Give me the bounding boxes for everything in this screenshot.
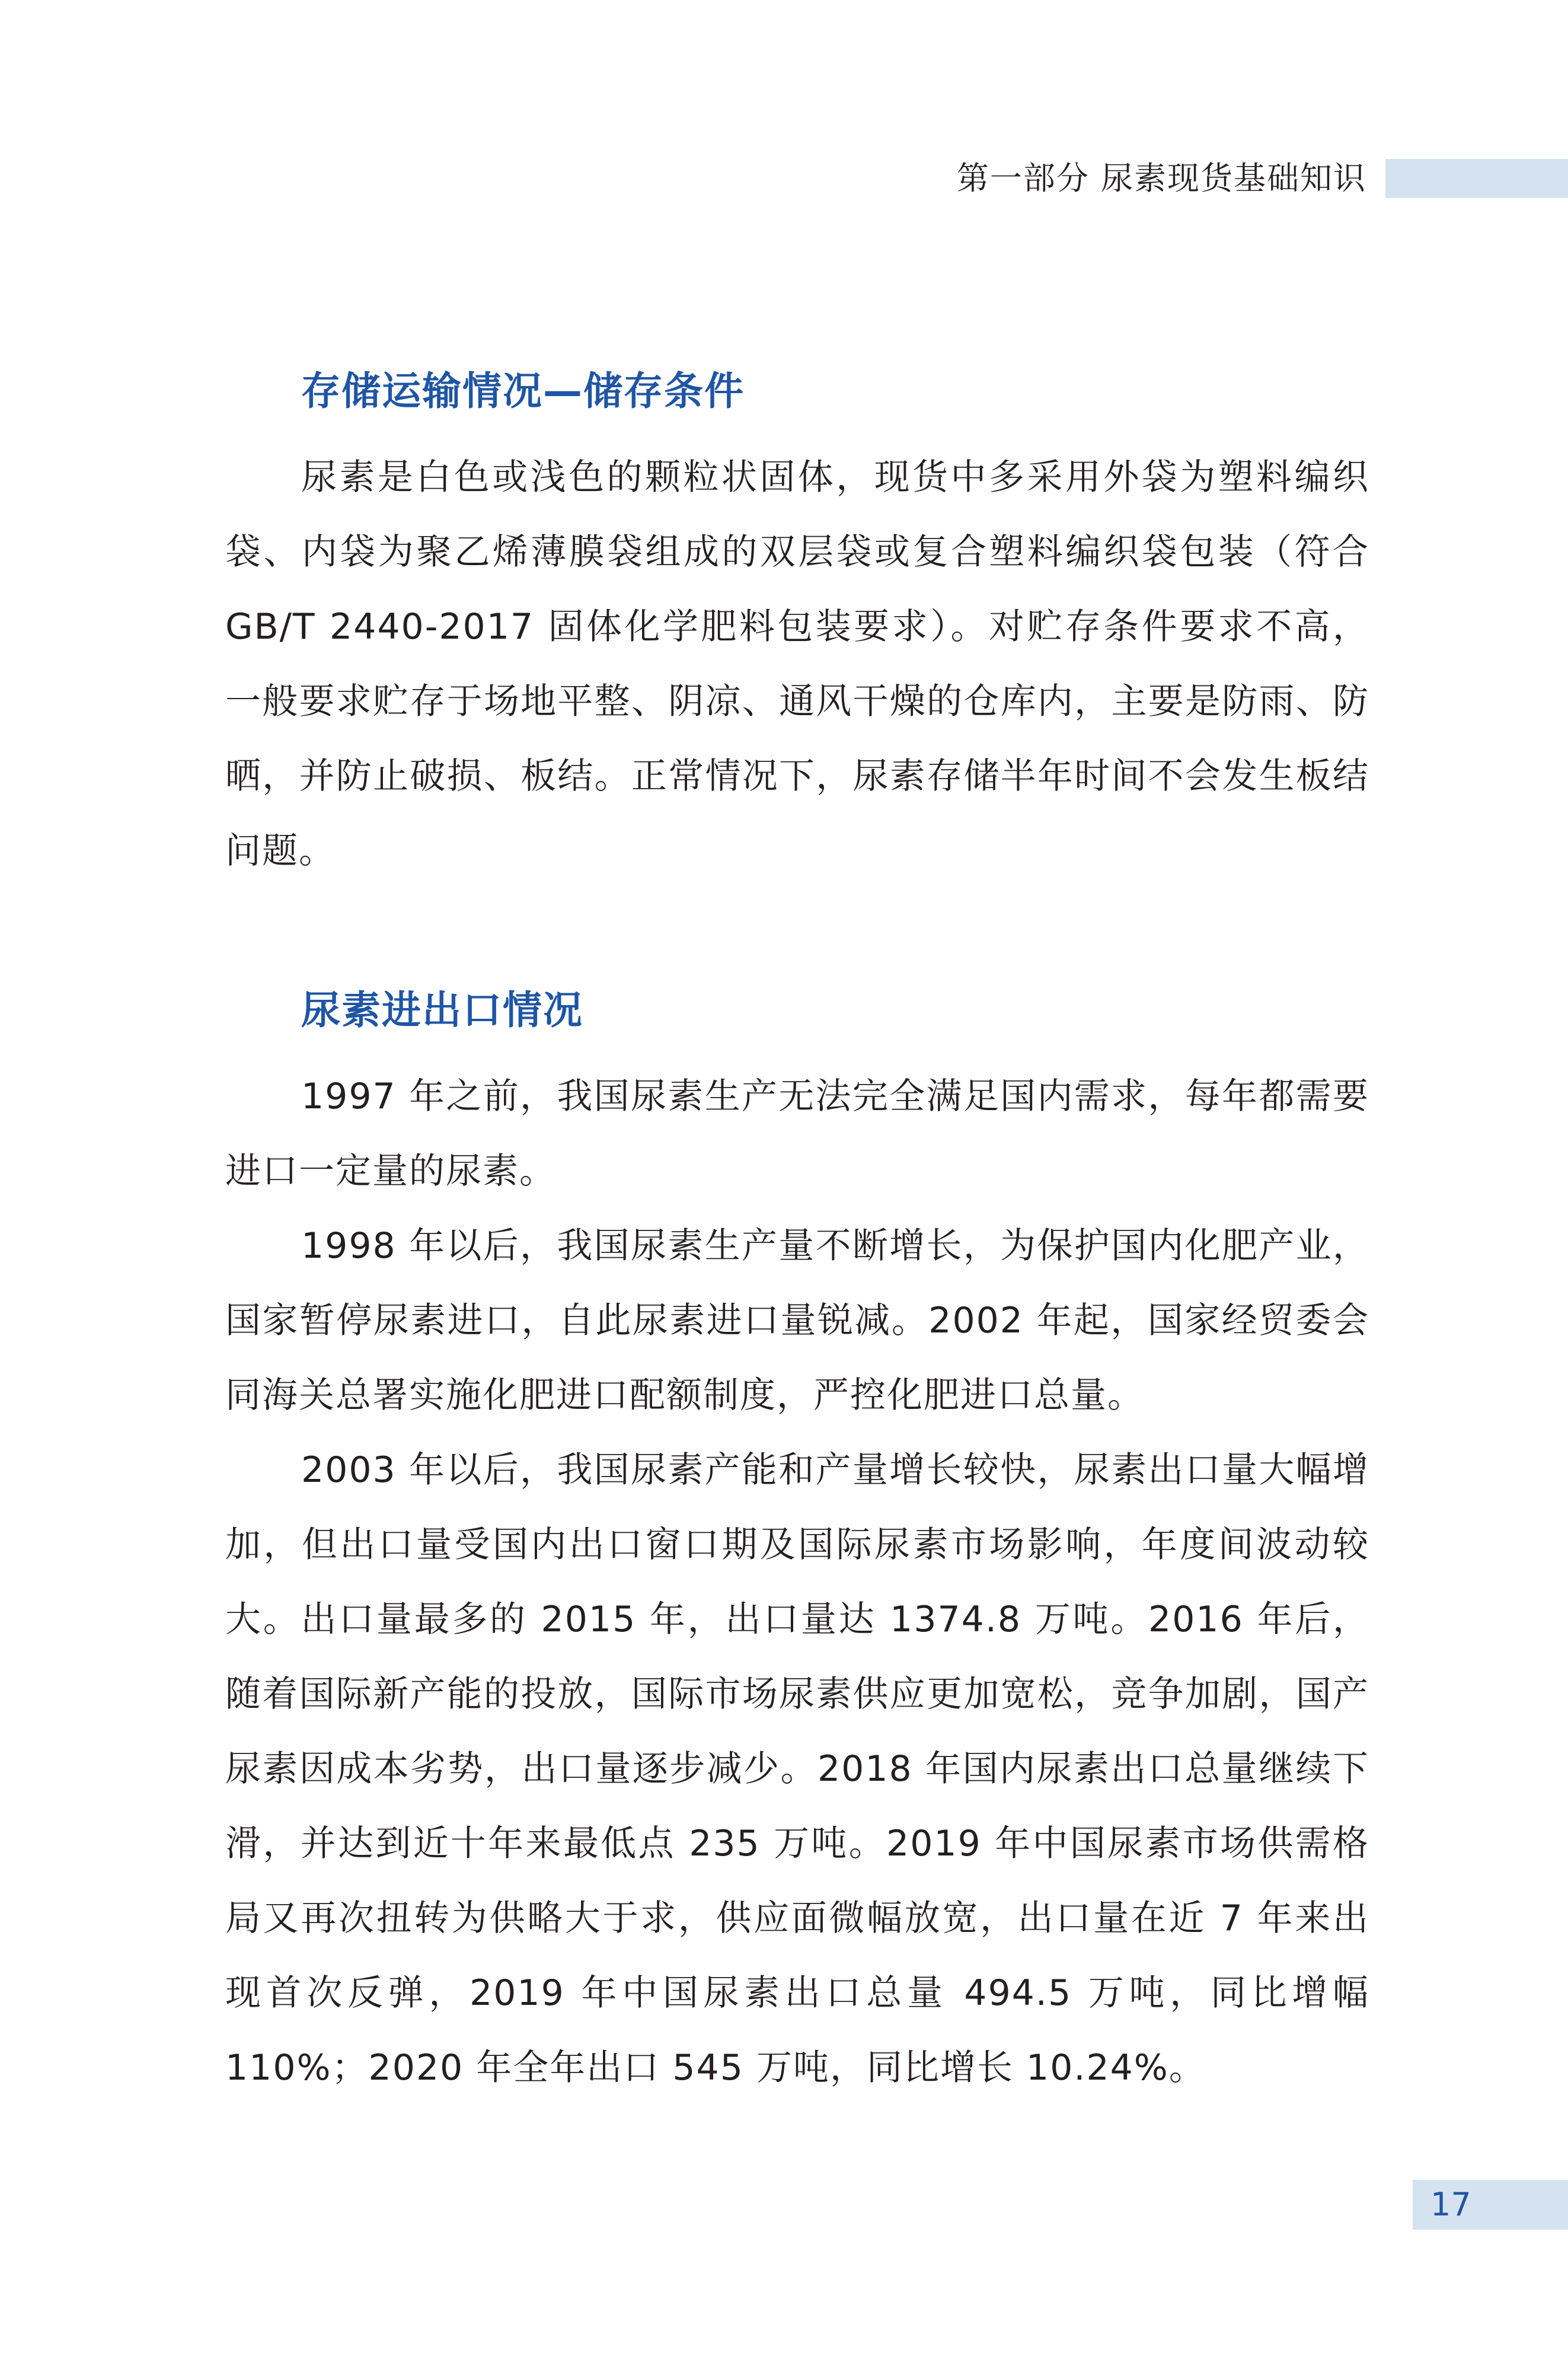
section-title: 存储运输情况—储存条件 <box>301 368 745 414</box>
page-number: 17 <box>1430 2186 1471 2223</box>
section-storage <box>225 356 1369 888</box>
paragraph: 2003 年以后，我国尿素产能和产量增长较快，尿素出口量大幅增加，但出口量受国内出口窗口期及国际尿素市场影响，年度间波动较大。出口量最多的 2015 年，出口量达 1374.8 万吨。2016 年后，随着国际新产能的投放，国际市场尿素供应更加宽松，竞争加剧，国产尿素因成本劣势，出口量逐步减少。2018 年国内尿素出口总量继续下滑，并达到近十年来最低点 235 万吨。2019 年中国尿素市场供需格局又再次扭转为供略大于求，供应面微幅放宽，出口量在近 7 年来出现首次反弹，2019 年中国尿素出口总量 494.5 万吨，同比增幅 110%；2020 年全年出口 545 万吨，同比增长 10.24%。 <box>225 1449 1369 2089</box>
page-body <box>225 356 1369 2105</box>
paragraph: 尿素是白色或浅色的颗粒状固体，现货中多采用外袋为塑料编织袋、内袋为聚乙烯薄膜袋组成的双层袋或复合塑料编织袋包装（符合 GB/T 2440-2017 固体化学肥料包装要求）。对贮存条件要求不高，一般要求贮存于场地平整、阴凉、通风干燥的仓库内，主要是防雨、防晒，并防止破损、板结。正常情况下，尿素存储半年时间不会发生板结问题。 <box>225 457 1369 872</box>
running-header <box>916 155 1568 202</box>
running-header-title: 第一部分 尿素现货基础知识 <box>956 160 1366 197</box>
section-spacer <box>225 888 1369 975</box>
paragraph: 1998 年以后，我国尿素生产量不断增长，为保护国内化肥产业，国家暂停尿素进口，自此尿素进口量锐减。2002 年起，国家经贸委会同海关总署实施化肥进口配额制度，严控化肥进口总量。 <box>225 1225 1369 1416</box>
paragraph: 1997 年之前，我国尿素生产无法完全满足国内需求，每年都需要进口一定量的尿素。 <box>225 1076 1369 1192</box>
section-title: 尿素进出口情况 <box>301 987 583 1033</box>
section-import-export <box>225 975 1369 2105</box>
header-tab-bar <box>1385 159 1568 198</box>
page-number-tab <box>1413 2180 1568 2230</box>
